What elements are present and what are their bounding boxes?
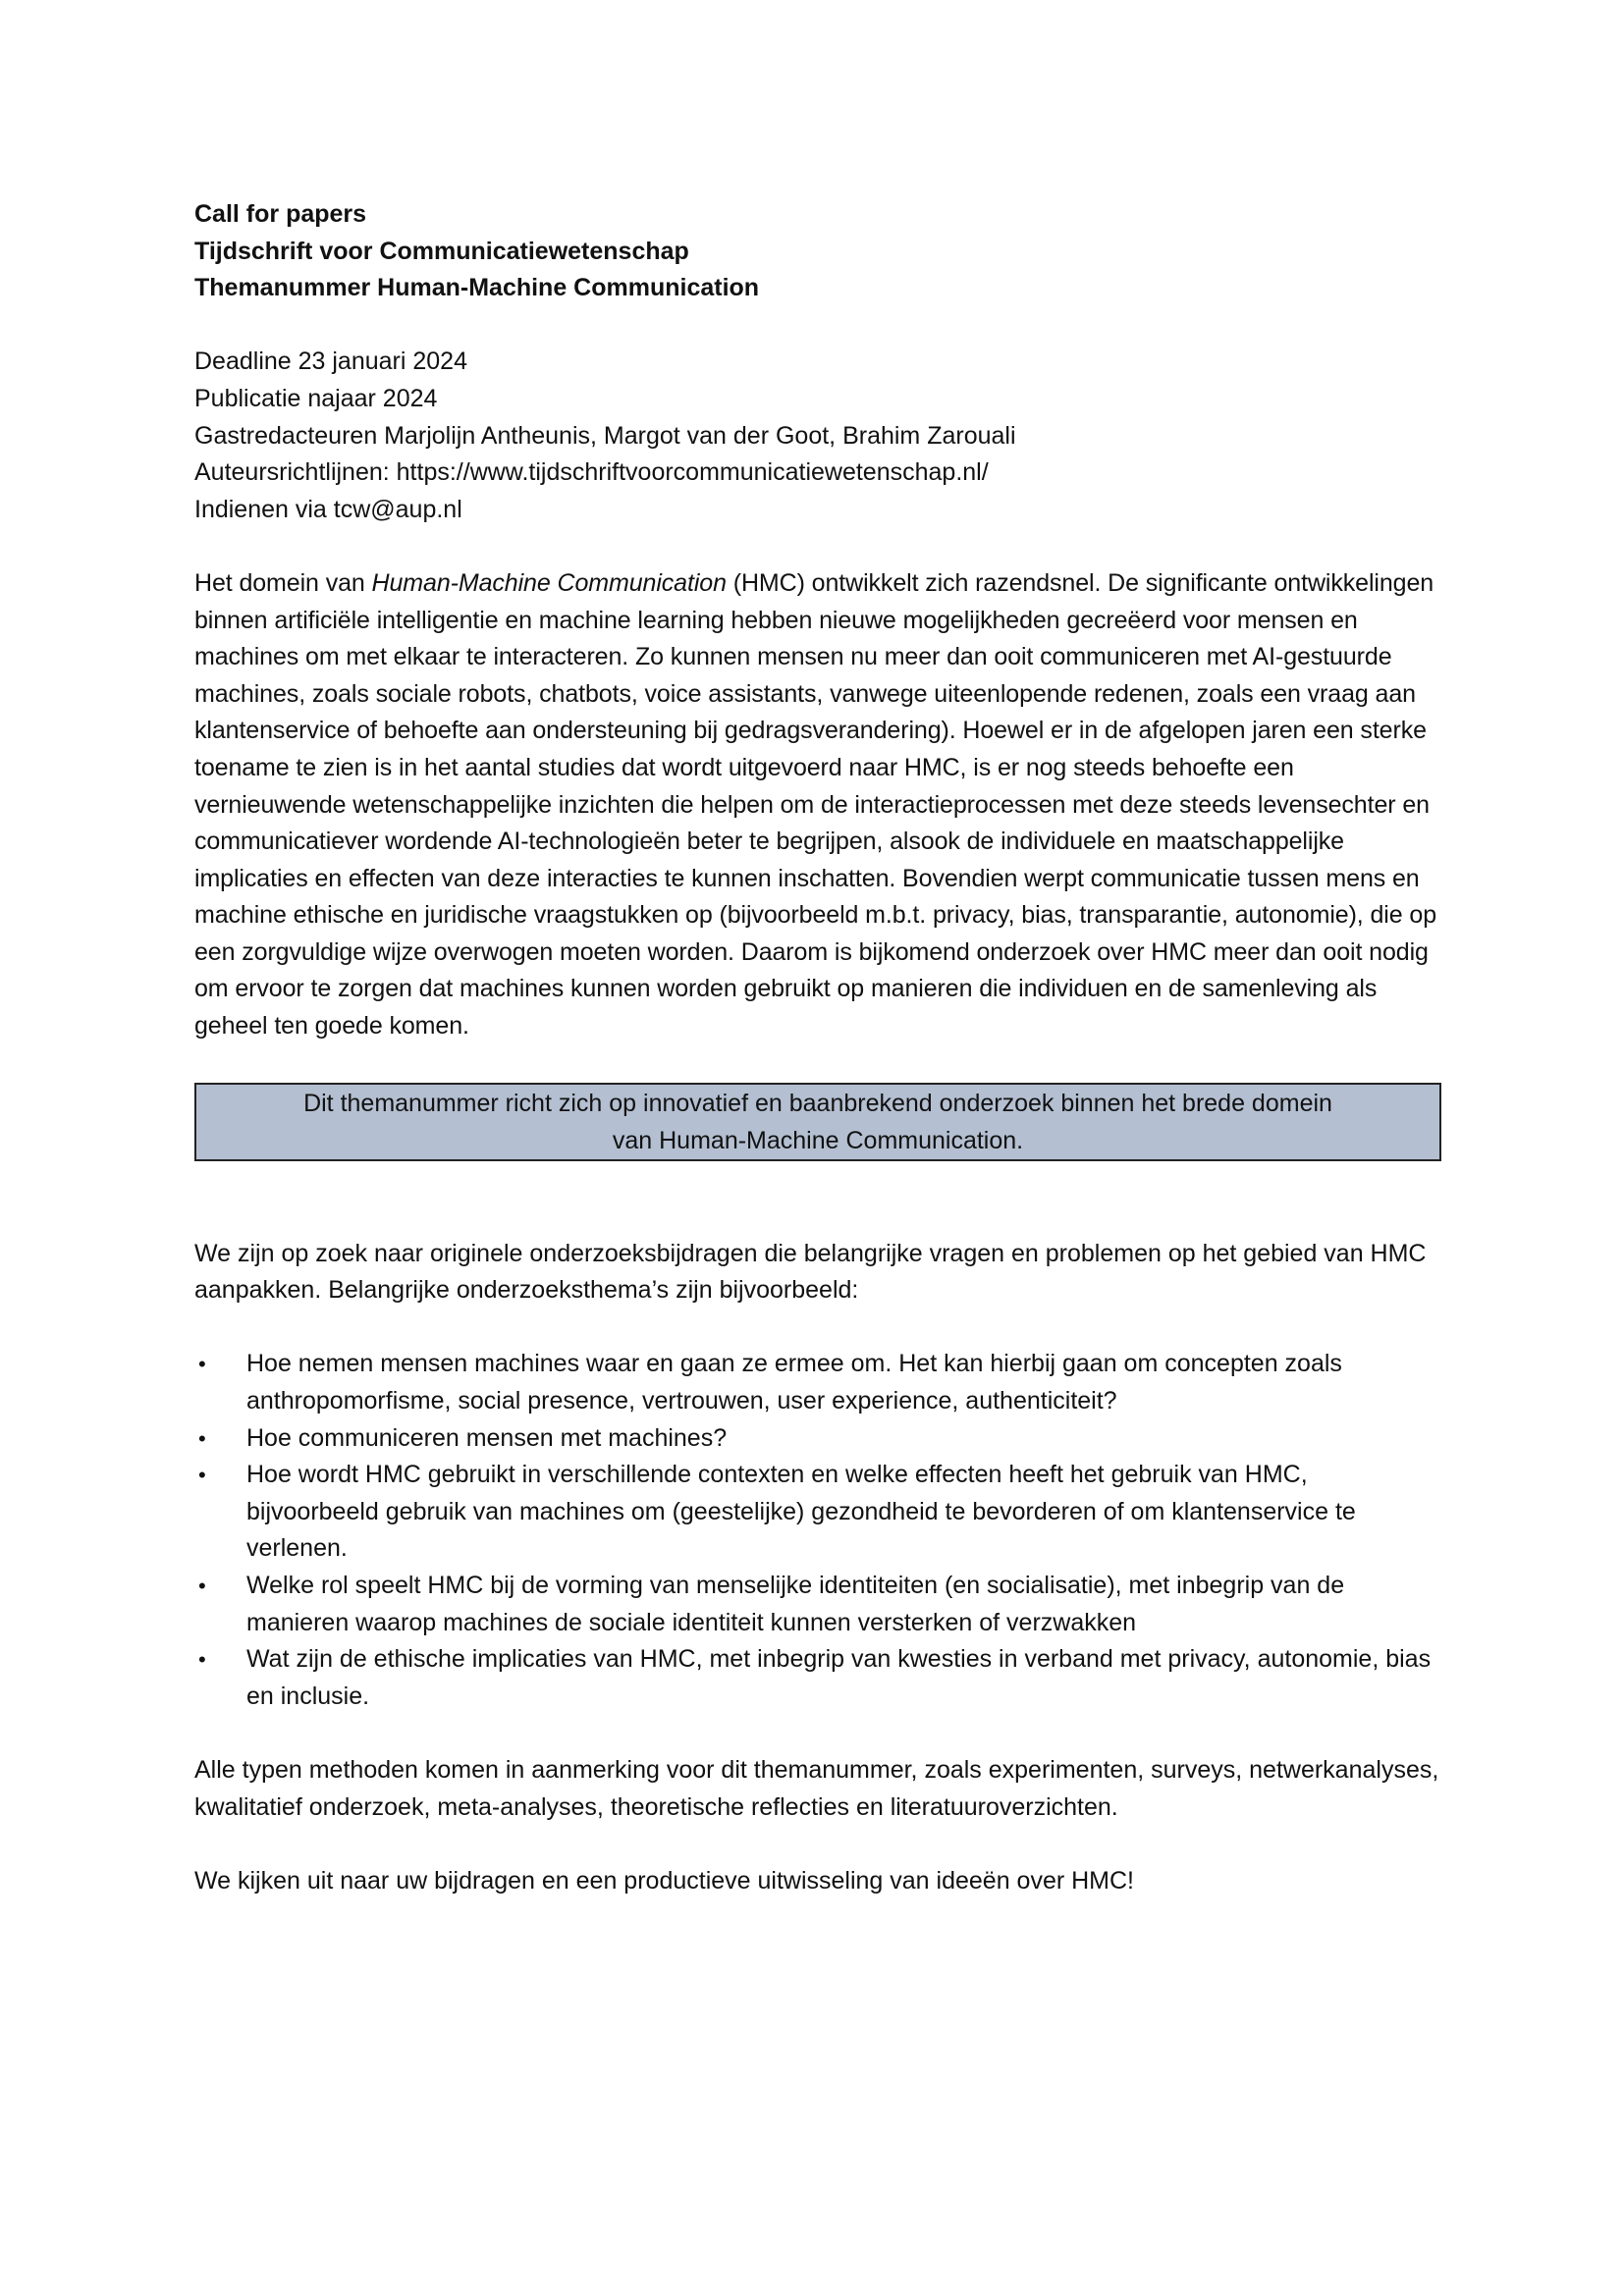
heading-theme-issue: Themanummer Human-Machine Communication	[194, 274, 760, 302]
highlight-box	[194, 1083, 1441, 1161]
heading-journal-name: Tijdschrift voor Communicatiewetenschap	[194, 237, 689, 265]
closing-paragraph: We kijken uit naar uw bijdragen en een productieve uitwisseling van ideeën over HMC!	[194, 1866, 1135, 1895]
document-page	[194, 196, 1441, 1899]
deadline-line: Deadline 23 januari 2024	[194, 347, 467, 376]
research-topics-list	[194, 1346, 1441, 1715]
research-call-paragraph: We zijn op zoek naar originele onderzoeksbijdragen die belangrijke vragen en problemen op het gebied van HMC aanpakken. Belangrijke onderzoeksthema’s zijn bijvoorbeeld:	[194, 1239, 1427, 1305]
list-item	[194, 1346, 1441, 1419]
list-item	[194, 1457, 1441, 1568]
highlight-line-2: van Human-Machine Communication.	[612, 1126, 1024, 1154]
highlight-line-1: Dit themanummer richt zich op innovatief en baanbrekend onderzoek binnen het brede domein	[303, 1089, 1332, 1117]
heading-call-for-papers: Call for papers	[194, 200, 367, 228]
topic-text: Welke rol speelt HMC bij de vorming van menselijke identiteiten (en socialisatie), met inbegrip van de manieren waarop machines de sociale identiteit kunnen versterken of verzwakken	[246, 1572, 1345, 1636]
document-heading	[194, 196, 1441, 307]
intro-body: (HMC) ontwikkelt zich razendsnel. De significante ontwikkelingen binnen artificiële intelligentie en machine learning hebben nieuwe mogelijkheden gecreëerd voor mensen en machines om met elkaar te interacteren. Zo kunnen mensen nu meer dan ooit communiceren met AI-gestuurde machines, zoals sociale robots, chatbots, voice assistants, vanwege uiteenlopende redenen, zoals een vraag aan klantenservice of behoefte aan ondersteuning bij gedragsverandering). Hoewel er in de afgelopen jaren een sterke toename te zien is in het aantal studies dat wordt uitgevoerd naar HMC, is er nog steeds behoefte een vernieuwende wetenschappelijke inzichten die helpen om de interactieprocessen met deze steeds levensechter en communicatiever wordende AI-technologieën beter te begrijpen, alsook de individuele en maatschappelijke implicaties en effecten van deze interacties te kunnen inschatten. Bovendien werpt communicatie tussen mens en machine ethische en juridische vraagstukken op (bijvoorbeeld m.b.t. privacy, bias, transparantie, autonomie), die op een zorgvuldige wijze overwogen moeten worden. Daarom is bijkomend onderzoek over HMC meer dan ooit nodig om ervoor te zorgen dat machines kunnen worden gebruikt op manieren die individuen en de samenleving als geheel ten goede komen.	[194, 568, 1437, 1041]
list-item	[194, 1641, 1441, 1715]
submission-details	[194, 344, 1441, 528]
bullet-icon: •	[198, 1574, 206, 1598]
intro-paragraph	[194, 565, 1441, 1045]
bullet-icon: •	[198, 1425, 206, 1451]
topic-text: Wat zijn de ethische implicaties van HMC, met inbegrip van kwesties in verband met privacy, autonomie, bias en inclusie.	[246, 1645, 1432, 1710]
intro-emphasis: Human-Machine Communication	[371, 568, 727, 597]
topic-text: Hoe wordt HMC gebruikt in verschillende contexten en welke effecten heeft het gebruik van HMC, bijvoorbeeld gebruik van machines om (geestelijke) gezondheid te bevorderen of om klantenservice te verlenen.	[246, 1461, 1356, 1563]
bullet-icon: •	[198, 1352, 206, 1377]
list-item	[194, 1568, 1441, 1641]
submission-email-line: Indienen via tcw@aup.nl	[194, 495, 462, 523]
bullet-icon: •	[198, 1463, 206, 1488]
topic-text: Hoe nemen mensen machines waar en gaan ze ermee om. Het kan hierbij gaan om concepten zoals anthropomorfisme, social presence, vertrouwen, user experience, authenticiteit?	[246, 1350, 1342, 1415]
methods-paragraph: Alle typen methoden komen in aanmerking voor dit themanummer, zoals experimenten, surveys, netwerkanalyses, kwalitatief onderzoek, meta-analyses, theoretische reflecties en literatuuroverzichten.	[194, 1755, 1439, 1821]
guest-editors-line: Gastredacteuren Marjolijn Antheunis, Margot van der Goot, Brahim Zarouali	[194, 421, 1016, 450]
topic-text: Hoe communiceren mensen met machines?	[246, 1423, 728, 1452]
publication-line: Publicatie najaar 2024	[194, 384, 438, 412]
bullet-icon: •	[198, 1647, 206, 1673]
author-guidelines-line: Auteursrichtlijnen: https://www.tijdschriftvoorcommunicatiewetenschap.nl/	[194, 458, 989, 487]
list-item	[194, 1420, 1441, 1458]
intro-prefix: Het domein van	[194, 568, 372, 597]
